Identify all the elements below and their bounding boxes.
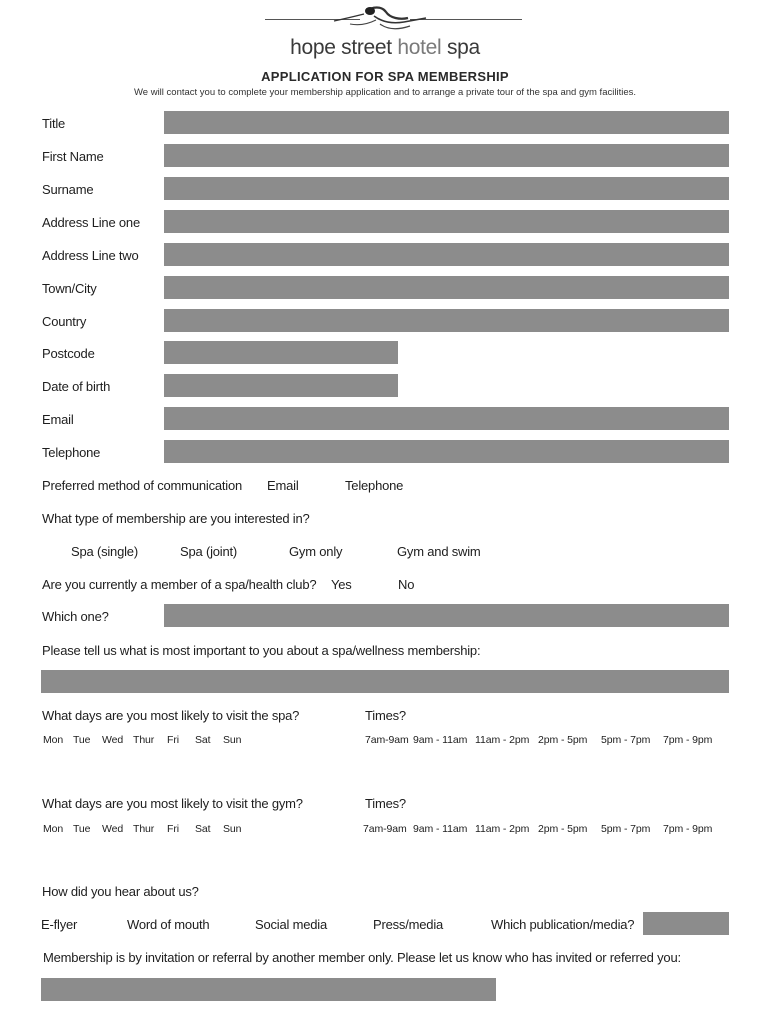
title-label: Title	[42, 116, 66, 131]
title-field[interactable]	[164, 111, 729, 134]
spa-time-7pm-9pm[interactable]: 7pm - 9pm	[663, 734, 713, 746]
gym-time-7pm-9pm[interactable]: 7pm - 9pm	[663, 823, 713, 835]
first-name-label: First Name	[42, 149, 104, 164]
email-field[interactable]	[164, 407, 729, 430]
gym-day-wed[interactable]: Wed	[102, 823, 124, 835]
membership-option-spa-single[interactable]: Spa (single)	[71, 544, 138, 559]
town-city-field[interactable]	[164, 276, 729, 299]
spa-day-tue[interactable]: Tue	[73, 734, 91, 746]
gym-times-question: Times?	[365, 796, 406, 811]
communication-email-option[interactable]: Email	[267, 478, 299, 493]
address-line-one-label: Address Line one	[42, 215, 140, 230]
spa-day-fri[interactable]: Fri	[167, 734, 179, 746]
gym-time-2pm-5pm[interactable]: 2pm - 5pm	[538, 823, 588, 835]
spa-day-wed[interactable]: Wed	[102, 734, 124, 746]
country-field[interactable]	[164, 309, 729, 332]
membership-question: What type of membership are you interested in?	[42, 511, 310, 526]
postcode-field[interactable]	[164, 341, 398, 364]
address-line-one-field[interactable]	[164, 210, 729, 233]
important-question: Please tell us what is most important to you about a spa/wellness membership:	[42, 643, 481, 658]
spa-days-question: What days are you most likely to visit the spa?	[42, 708, 300, 723]
hear-option-eflyer[interactable]: E-flyer	[41, 917, 78, 932]
membership-option-gym-only[interactable]: Gym only	[289, 544, 343, 559]
hear-option-word-of-mouth[interactable]: Word of mouth	[127, 917, 210, 932]
referral-text: Membership is by invitation or referral by another member only. Please let us know who has invited or referred you:	[43, 950, 681, 965]
club-no-option[interactable]: No	[398, 577, 415, 592]
spa-time-11am-2pm[interactable]: 11am - 2pm	[475, 734, 530, 746]
country-label: Country	[42, 314, 87, 329]
postcode-label: Postcode	[42, 346, 95, 361]
spa-day-thur[interactable]: Thur	[133, 734, 155, 746]
surname-label: Surname	[42, 182, 94, 197]
communication-label: Preferred method of communication	[42, 478, 243, 493]
gym-day-tue[interactable]: Tue	[73, 823, 91, 835]
email-label: Email	[42, 412, 74, 427]
first-name-field[interactable]	[164, 144, 729, 167]
date-of-birth-field[interactable]	[164, 374, 398, 397]
membership-option-gym-and-swim[interactable]: Gym and swim	[397, 544, 481, 559]
page-title: APPLICATION FOR SPA MEMBERSHIP	[261, 69, 509, 84]
hear-question: How did you hear about us?	[42, 884, 199, 899]
spa-time-2pm-5pm[interactable]: 2pm - 5pm	[538, 734, 588, 746]
publication-label: Which publication/media?	[491, 917, 635, 932]
communication-telephone-option[interactable]: Telephone	[345, 478, 404, 493]
gym-time-9am-11am[interactable]: 9am - 11am	[413, 823, 468, 835]
address-line-two-label: Address Line two	[42, 248, 139, 263]
important-field[interactable]	[41, 670, 729, 693]
hear-option-social-media[interactable]: Social media	[255, 917, 328, 932]
telephone-label: Telephone	[42, 445, 101, 460]
date-of-birth-label: Date of birth	[42, 379, 111, 394]
publication-field[interactable]	[643, 912, 729, 935]
spa-day-sat[interactable]: Sat	[195, 734, 211, 746]
club-question: Are you currently a member of a spa/health club?	[42, 577, 317, 592]
swimmer-logo-icon	[330, 4, 440, 36]
gym-days-question: What days are you most likely to visit the gym?	[42, 796, 303, 811]
brand-name: hope street hotel spa	[290, 36, 480, 59]
gym-day-thur[interactable]: Thur	[133, 823, 155, 835]
which-club-field[interactable]	[164, 604, 729, 627]
membership-option-spa-joint[interactable]: Spa (joint)	[180, 544, 238, 559]
town-city-label: Town/City	[42, 281, 97, 296]
spa-time-7am-9am[interactable]: 7am-9am	[365, 734, 409, 746]
spa-time-9am-11am[interactable]: 9am - 11am	[413, 734, 468, 746]
spa-day-sun[interactable]: Sun	[223, 734, 242, 746]
telephone-field[interactable]	[164, 440, 729, 463]
gym-day-sun[interactable]: Sun	[223, 823, 242, 835]
which-club-label: Which one?	[42, 609, 109, 624]
club-yes-option[interactable]: Yes	[331, 577, 352, 592]
spa-time-5pm-7pm[interactable]: 5pm - 7pm	[601, 734, 651, 746]
gym-time-11am-2pm[interactable]: 11am - 2pm	[475, 823, 530, 835]
surname-field[interactable]	[164, 177, 729, 200]
gym-time-7am-9am[interactable]: 7am-9am	[363, 823, 407, 835]
address-line-two-field[interactable]	[164, 243, 729, 266]
spa-times-question: Times?	[365, 708, 406, 723]
gym-time-5pm-7pm[interactable]: 5pm - 7pm	[601, 823, 651, 835]
gym-day-fri[interactable]: Fri	[167, 823, 179, 835]
gym-day-mon[interactable]: Mon	[43, 823, 64, 835]
hear-option-press-media[interactable]: Press/media	[373, 917, 444, 932]
page-subtitle: We will contact you to complete your membership application and to arrange a private tour of the spa and gym facilities.	[133, 87, 636, 98]
spa-day-mon[interactable]: Mon	[43, 734, 64, 746]
referral-field[interactable]	[41, 978, 496, 1001]
gym-day-sat[interactable]: Sat	[195, 823, 211, 835]
